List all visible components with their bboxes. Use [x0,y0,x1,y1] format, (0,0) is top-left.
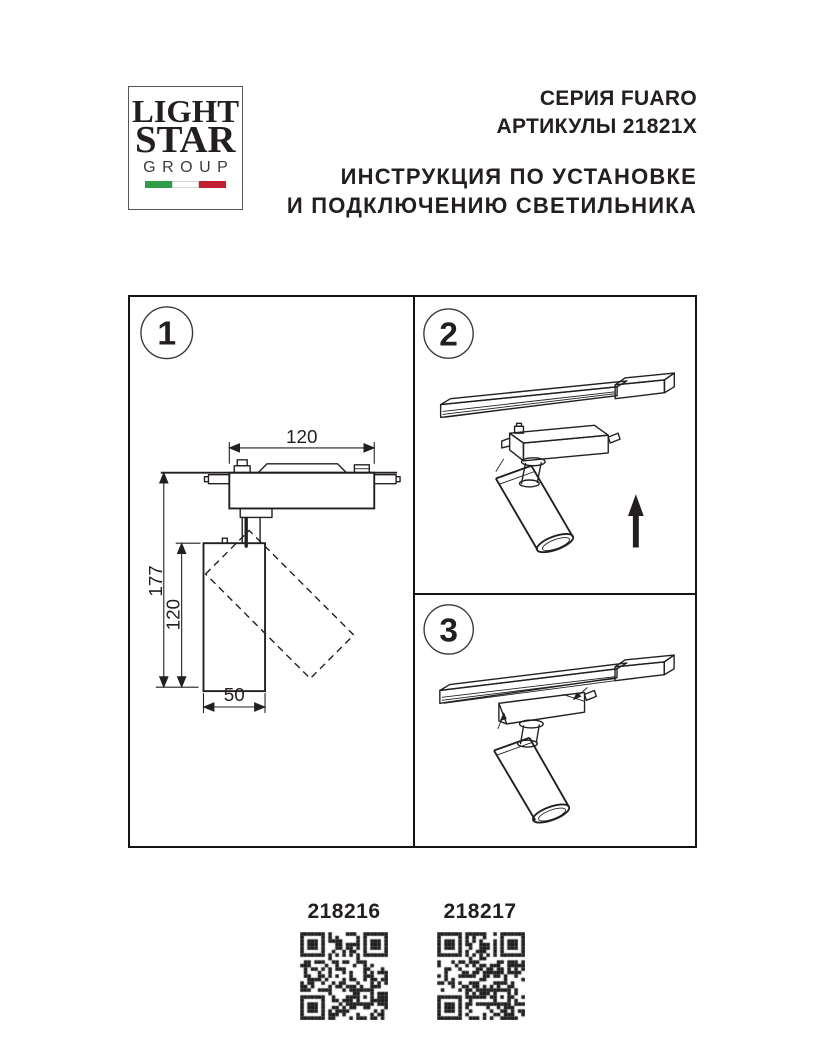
articles-title: АРТИКУЛЫ 21821X [496,114,697,138]
panel-step-2 [415,297,695,595]
logo-word-group: GROUP [143,159,235,176]
flag-red-segment [199,181,226,188]
track-adapter-drawing [204,460,400,546]
svg-text:1: 1 [157,314,177,353]
dimension-drawing [130,297,413,846]
svg-text:3: 3 [439,612,458,650]
dim-height-120 [163,543,201,687]
article-number-2: 218217 [443,900,517,923]
article-number-1: 218216 [307,900,381,923]
svg-text:120: 120 [162,598,184,631]
spotlight-fixture-mounted [494,688,596,827]
instruction-title [287,163,697,220]
step-3-badge [424,605,473,654]
rotated-position-dashed [206,530,354,678]
instruction-line-1: ИНСТРУКЦИЯ ПО УСТАНОВКЕ [340,164,697,189]
spotlight-fixture [496,423,620,556]
qr-code-article-1 [300,932,388,1020]
flag-white-segment [172,181,199,188]
dim-width-50 [203,684,265,713]
step-1-badge [141,307,193,359]
logo-word-light: LIGHT [131,93,240,129]
spot-body-drawing [203,530,353,691]
up-arrow-icon [628,494,644,547]
logo-word-star: STAR [135,119,236,161]
header-title-block [287,85,697,220]
step-2-badge [424,309,473,358]
installation-steps-grid [128,295,697,848]
lightstar-logo [128,86,243,210]
italian-flag-bar [145,181,227,188]
series-title: СЕРИЯ FUARO [539,87,697,110]
flag-green-segment [145,181,172,188]
mounted-on-track-illustration [415,595,695,846]
qr-code-article-2 [437,932,525,1020]
svg-text:177: 177 [144,565,166,597]
panel-step-3 [415,595,695,846]
svg-text:2: 2 [439,316,458,354]
insert-into-track-illustration [415,297,695,593]
svg-text:120: 120 [286,425,318,447]
panel-step-1 [130,297,415,846]
dim-width-120 [229,426,374,464]
track-rail [441,373,675,417]
dim-height-177 [145,473,199,687]
svg-text:50: 50 [223,684,245,706]
instruction-line-2: И ПОДКЛЮЧЕНИЮ СВЕТИЛЬНИКА [286,192,697,218]
